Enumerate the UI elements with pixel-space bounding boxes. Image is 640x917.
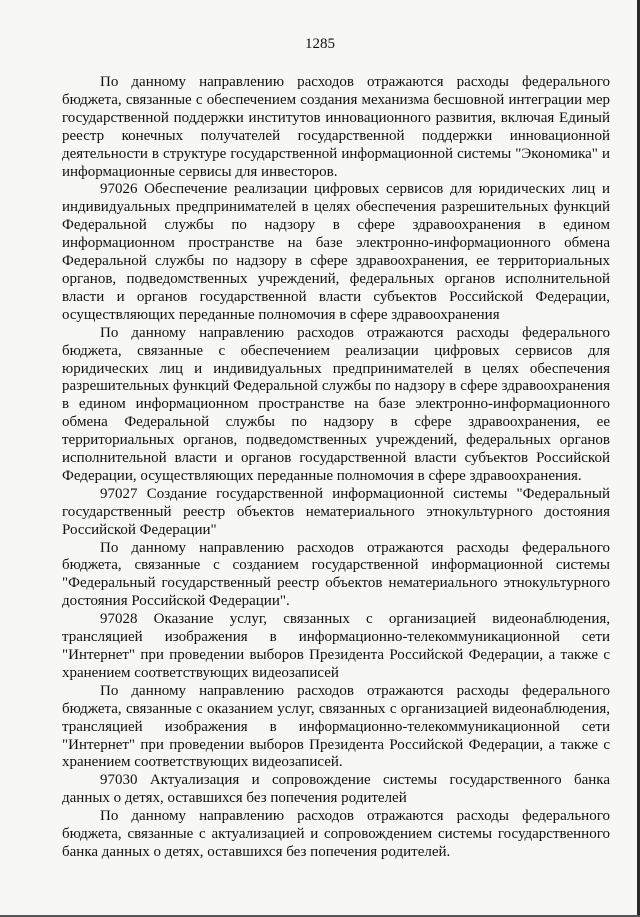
paragraph-97027-heading: 97027 Создание государственной информационной системы "Федеральный государственный реестр объектов нематериального этнокультурного достояния Российской Федерации": [62, 485, 610, 538]
paragraph-innovation-registry-description: По данному направлению расходов отражаются расходы федерального бюджета, связанные с обеспечением создания механизма бесшовной интеграции мер государственной поддержки институтов инновационного развития, включая Единый реестр конечных получателей государственной поддержки инновационной деятельности в структуре государственной информационной системы "Экономика" и информационные сервисы для инвесторов.: [62, 74, 610, 180]
paragraph-97027-description: По данному направлению расходов отражаются расходы федерального бюджета, связанные с созданием государственной информационной системы "Федеральный государственный реестр объектов нематериального этнокультурного достояния Российской Федерации".: [62, 539, 610, 610]
page-number: 1285: [305, 36, 335, 52]
paragraph-97028-description: По данному направлению расходов отражаются расходы федерального бюджета, связанные с оказанием услуг, связанных с организацией видеонаблюдения, трансляцией изображения в информационно-телекоммуникационной сети "Интернет" при проведении выборов Президента Российской Федерации, а также с хранением соответствующих видеозаписей.: [62, 682, 610, 771]
paragraph-97026-heading: 97026 Обеспечение реализации цифровых сервисов для юридических лиц и индивидуальных предпринимателей в целях обеспечения разрешительных функций Федеральной службы по надзору в сфере здравоохранения в едином информационном пространстве на базе электронно-информационного обмена Федеральной службы по надзору в сфере здравоохранения, ее территориальных органов, подведомственных учреждений, федеральных органов исполнительной власти и органов государственной власти субъектов Российской Федерации, осуществляющих переданные полномочия в сфере здравоохранения: [62, 181, 610, 323]
document-body: [62, 74, 610, 862]
paragraph-97026-description: По данному направлению расходов отражаются расходы федерального бюджета, связанные с обеспечением реализации цифровых сервисов для юридических лиц и индивидуальных предпринимателей в целях обеспечения разрешительных функций Федеральной службы по надзору в сфере здравоохранения в едином информационном пространстве на базе электронно-информационного обмена Федеральной службы по надзору в сфере здравоохранения, ее территориальных органов, подведомственных учреждений, федеральных органов исполнительной власти и органов государственной власти субъектов Российской Федерации, осуществляющих переданные полномочия в сфере здравоохранения.: [62, 324, 610, 484]
paragraph-97030-heading: 97030 Актуализация и сопровождение системы государственного банка данных о детях, оставшихся без попечения родителей: [62, 772, 610, 807]
paragraph-97028-heading: 97028 Оказание услуг, связанных с организацией видеонаблюдения, трансляцией изображения в информационно-телекоммуникационной сети "Интернет" при проведении выборов Президента Российской Федерации, а также с хранением соответствующих видеозаписей: [62, 611, 610, 681]
paragraph-97030-description: По данному направлению расходов отражаются расходы федерального бюджета, связанные с актуализацией и сопровождением системы государственного банка данных о детях, оставшихся без попечения родителей.: [62, 808, 610, 860]
